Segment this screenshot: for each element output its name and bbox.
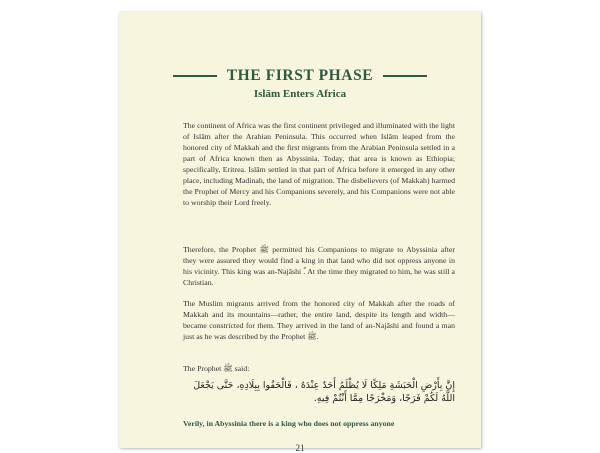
- paragraph-1: The continent of Africa was the first continent privileged and illuminated with the light of Islām after the Arabian Peninsula. This occurred when Islām leaped from the honored city of Makkah and the first migrants from the Arabian Peninsula settled in a part of Africa known then as Abyssinia. Today, that area is known as Ethiopia; specifically, Eritrea. Islām settled in that part of Africa before it emerged in any other place, including Madinah, the land of migration. The disbelievers (of Makkah) harmed the Prophet of Mercy and his Companions severely, and his Companions were not able to worship their Lord freely.: [183, 121, 455, 207]
- title-rule-left: [173, 75, 217, 77]
- paragraph-4: The Prophet ﷺ said:: [183, 364, 250, 373]
- hadith-translation: Verily, in Abyssinia there is a king who does not oppress anyone: [183, 419, 395, 428]
- book-page: [119, 12, 481, 453]
- chapter-heading: [119, 67, 481, 85]
- arabic-hadith-text: إِنَّ بِأَرْضِ الْحَبَشَةِ مَلِكًا لَا يُظْلَمُ أَحَدٌ عِنْدَهُ ، فَالْحَقُوا بِبِلَادِهِ، حَتَّى يَجْعَلَ اللَّهُ لَكُمْ فَرَجًا، وَمَخْرَجًا مِمَّا أَنْتُمْ فِيهِ.: [193, 380, 455, 404]
- paragraph-2: Therefore, the Prophet ﷺ permitted his Companions to migrate to Abyssinia after they were assured they would find a king in that land who did not oppress anyone in his vicinity. This king was an-Najāshi ؓ. At the time they migrated to him, he was still a Christian.: [183, 245, 455, 287]
- paragraph-3: The Muslim migrants arrived from the honored city of Makkah after the roads of Makkah and its mountains—rather, the entire land, despite its length and width—became constricted for them. They arrived in the land of an-Najāshi and found a man just as he was described by the Prophet ﷺ.: [183, 299, 455, 341]
- chapter-subtitle: Islām Enters Africa: [253, 88, 347, 100]
- chapter-title: THE FIRST PHASE: [226, 67, 374, 84]
- page-number: 21: [295, 443, 305, 453]
- title-rule-right: [383, 75, 427, 77]
